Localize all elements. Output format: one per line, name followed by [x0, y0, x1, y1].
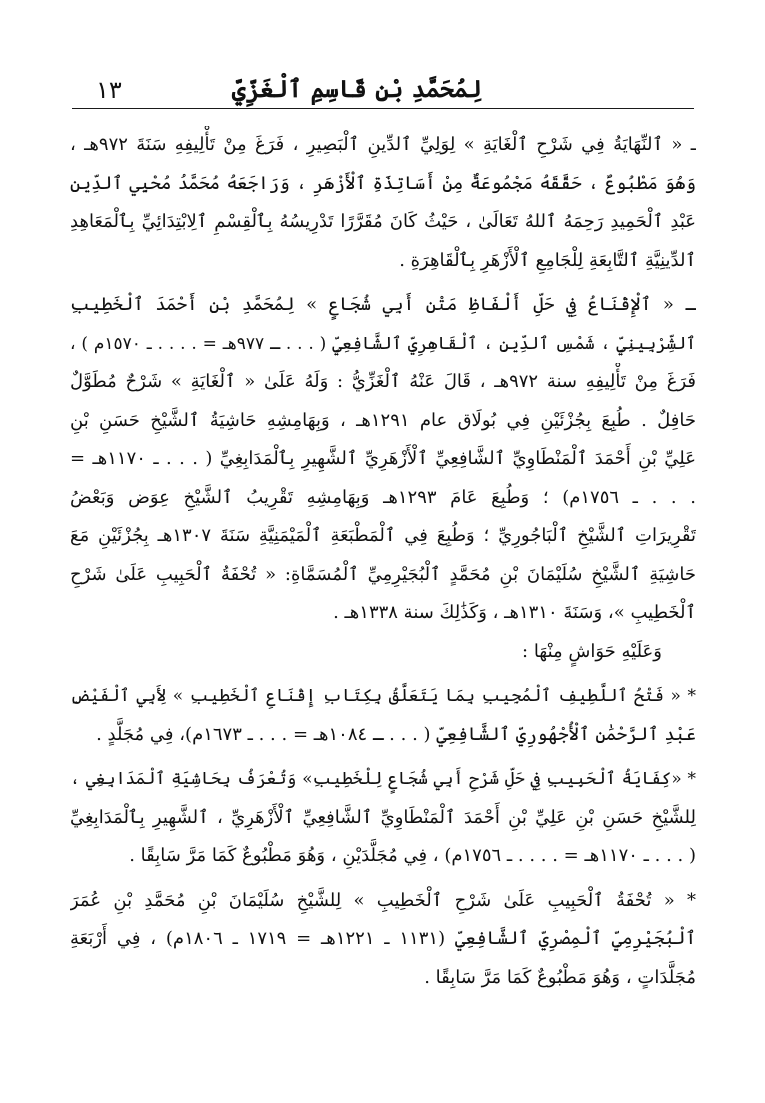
body-text: [70, 126, 696, 997]
page-header: [72, 62, 694, 108]
text-line: ٱلدِّينِيَّةِ ٱلتَّابِعَةِ لِلْجَامِعِ ٱلْأَزْهَرِ بِٱلْقَاهِرَةِ .: [399, 249, 696, 271]
text-line: عَبْدِ ٱلْحَمِيدِ رَحِمَهُ ٱللهُ تَعَالَىٰ ، حَيْثُ كَانَ مُقَرَّرًا تَدْرِيسُهُ بِٱلْقِسْمِ ٱلِابْتِدَائِيِّ بِٱلْمَعَاهِدِ: [70, 211, 696, 232]
text-line: * « تُحْفَةُ ٱلْحَبِيبِ عَلَىٰ شَرْحِ ٱلْخَطِيبِ » لِلشَّيْخِ سُلَيْمَانَ بْنِ مُحَمَّدِ بْنِ عُمَرَ: [70, 889, 696, 911]
text-line: مُجَلَّدَاتٍ ، وَهُوَ مَطْبُوعٌ كَمَا مَرَّ سَابِقًا .: [424, 966, 696, 988]
text-line: فَرَغَ مِنْ تَأْلِيفِهِ سنة ٩٧٢هـ ، قَالَ عَنْهُ ٱلْغَزِّيُّ : وَلَهُ عَلَىٰ « ٱلْغَايَةِ » شَرْحٌ مُطَوَّلٌ: [70, 371, 696, 392]
text-line: ٱلْبُجَيْرِمِيِّ ٱلْمِصْرِيِّ ٱلشَّافِعِيِّ (١١٣١ ـ ١٢٢١هـ = ١٧١٩ ـ ١٨٠٦م) ، فِي أَرْبَعَةِ: [70, 928, 696, 949]
text-line: وَعَلَيْهِ حَوَاشٍ مِنْهَا :: [522, 640, 662, 662]
paragraph-iqna: [70, 286, 696, 633]
page-number: ١٣: [96, 76, 122, 104]
header-divider: [72, 108, 694, 109]
text-line: ـ « ٱلْإِقْنَاعُ فِي حَلِّ أَلْفَاظِ مَتْنِ أَبِي شُجَاعٍ » لِمُحَمَّدِ بْنِ أَحْمَدَ ٱلْخَطِيبِ: [70, 294, 696, 315]
text-line: . . . ـ ١٧٥٦م) ؛ وَطُبِعَ عَامَ ١٢٩٣هـ وَبِهَامِشِهِ تَقْرِيبُ ٱلشَّيْخِ عِوَض وَبَعْضُ: [70, 486, 696, 508]
text-line: وَهُوَ مَطْبُوعٌ ، حَقَّقَهُ مَجْمُوعَةٌ مِنْ أَسَاتِذَةِ ٱلْأَزْهَرِ ، وَرَاجَعَهُ مُحَمَّدُ مُحْيِي ٱلدِّينِ: [70, 172, 696, 194]
text-line: ٱلْخَطِيبِ »، وَسَنَةَ ١٣١٠هـ ، وَكَذَٰلِكَ سنة ١٣٣٨هـ .: [333, 602, 696, 623]
text-line: * «كِفَايَةُ ٱلْحَبِيبِ فِي حَلِّ شَرْحِ أَبِي شُجَاعٍ لِلْخَطِيبِ» وَتُعْرَفُ بِحَاشِيَةِ ٱلْمَدَابِغِي ،: [70, 769, 696, 789]
paragraph-nihaya: [70, 126, 696, 280]
paragraph-fath-al-latif: [70, 677, 696, 754]
running-title: لِمُحَمَّدِ بْنِ قَاسِمِ ٱلْغَزِّيِّ: [231, 74, 482, 103]
paragraph-hawashi-intro: [70, 633, 696, 672]
text-line: ( . . . ـ ١١٧٠هـ = . . . . ـ ١٧٥٦م) ، فِي مُجَلَّدَيْنِ ، وَهُوَ مَطْبُوعٌ كَمَا مَرَّ سَابِقًا .: [129, 845, 696, 866]
text-line: عَبْدِ ٱلرَّحْمَٰنِ ٱلْأُجْهُورِيِّ ٱلشَّافِعِيِّ ( . . . ـ ١٠٨٤هـ = . . . ـ ١٦٧٣م)، فِي مُجَلَّدٍ .: [96, 723, 696, 745]
text-line: ـ « ٱلنِّهَايَةُ فِي شَرْحِ ٱلْغَايَةِ » لِوَلِيِّ ٱلدِّينِ ٱلْبَصِيرِ ، فَرَغَ مِنْ تَأْلِيفِهِ سَنَةَ ٩٧٢هـ ،: [70, 134, 696, 155]
text-line: تَقْرِيرَاتِ ٱلشَّيْخِ ٱلْبَاجُورِيِّ ؛ وَطُبِعَ فِي ٱلْمَطْبَعَةِ ٱلْمَيْمَنِيَّةِ سَنَةَ ١٣٠٧هـ بِجُزْئَيْنِ مَعَ: [70, 525, 696, 546]
paragraph-kifayat-al-habib: [70, 760, 696, 876]
text-line: * « فَتْحُ ٱللَّطِيفِ ٱلْمُجِيبِ بِمَا يَتَعَلَّقُ بِكِتَابِ إِقْنَاعِ ٱلْخَطِيبِ » لِأَبِي ٱلْفَيْضِ: [70, 686, 696, 706]
text-line: حَاشِيَةِ ٱلشَّيْخِ سُلَيْمَانَ بْنِ مُحَمَّدٍ ٱلْبُجَيْرِمِيِّ ٱلْمُسَمَّاةِ: « تُحْفَةُ ٱلْحَبِيبِ عَلَىٰ شَرْحِ: [70, 563, 696, 585]
text-line: حَافِلٌ . طُبِعَ بِجُزْئَيْنِ فِي بُولَاق عام ١٢٩١هـ ، وَبِهَامِشِهِ حَاشِيَةُ ٱلشَّيْخِ حَسَنِ بْنِ: [70, 409, 696, 431]
text-line: ٱلشِّرْبِينِيِّ ، شَمْسِ ٱلدِّينِ ، ٱلْقَاهِرِيِّ ٱلشَّافِعِيِّ ( . . . ـ ٩٧٧هـ = . . . . ـ ١٥٧٠م ) ،: [70, 333, 696, 354]
text-line: عَلِيِّ بْنِ أَحْمَدَ ٱلْمَنْطَاوِيِّ ٱلشَّافِعِيِّ ٱلْأَزْهَرِيِّ ٱلشَّهِيرِ بِٱلْمَدَابِغِيِّ ( . . . ـ ١١٧٠هـ =: [70, 448, 696, 469]
paragraph-tuhfat-al-habib: [70, 882, 696, 998]
text-line: لِلشَّيْخِ حَسَنِ بْنِ عَلِيِّ بْنِ أَحْمَدَ ٱلْمَنْطَاوِيِّ ٱلشَّافِعِيِّ ٱلْأَزْهَرِيِّ ، ٱلشَّهِيرِ بِٱلْمَدَابِغِيِّ: [70, 806, 696, 828]
